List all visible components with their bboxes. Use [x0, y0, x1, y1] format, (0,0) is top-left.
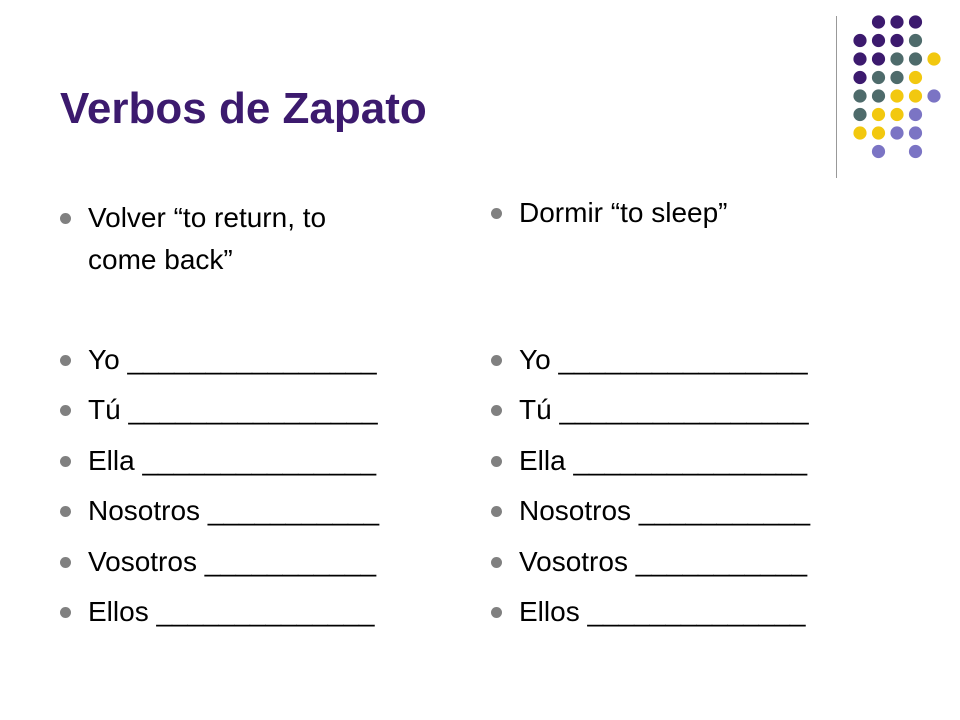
conjugation-line: Ella _______________ [88, 445, 377, 476]
decorative-dot [872, 15, 885, 28]
bullet-icon [60, 607, 71, 618]
decorative-dot [872, 71, 885, 84]
list-item [88, 494, 379, 528]
conjugation-line: Yo ________________ [88, 344, 377, 375]
decorative-dot [853, 108, 866, 121]
conjugation-line: Ellos ______________ [88, 596, 375, 627]
decorative-dot [890, 89, 903, 102]
decorative-dot [890, 15, 903, 28]
bullet-icon [60, 355, 71, 366]
conjugation-line: Tú ________________ [519, 394, 809, 425]
bullet-icon [491, 456, 502, 467]
conjugation-line: Vosotros ___________ [519, 546, 808, 577]
conjugation-line: Yo ________________ [519, 344, 808, 375]
list-item [519, 494, 810, 528]
list-item [88, 444, 376, 478]
bullet-icon [491, 208, 502, 219]
list-item [519, 595, 805, 629]
list-item [519, 393, 809, 427]
conjugation-line: Tú ________________ [88, 394, 378, 425]
decorative-dot [890, 52, 903, 65]
conjugation-line: Vosotros ___________ [88, 546, 377, 577]
conjugation-line: Ellos ______________ [519, 596, 806, 627]
conjugation-line: Nosotros ___________ [519, 495, 811, 526]
list-item [519, 545, 807, 579]
bullet-icon [60, 506, 71, 517]
decorative-dot [853, 34, 866, 47]
bullet-icon [60, 213, 71, 224]
decorative-dot [853, 52, 866, 65]
decorative-dot [853, 126, 866, 139]
decorative-dot [872, 108, 885, 121]
list-item-verb-heading-cont [88, 243, 233, 277]
decorative-dot [909, 108, 922, 121]
conjugation-line: Nosotros ___________ [88, 495, 380, 526]
list-item [88, 393, 378, 427]
decorative-dot [909, 71, 922, 84]
verb-heading: Dormir “to sleep” [519, 197, 728, 228]
bullet-icon [491, 557, 502, 568]
decorative-dot [909, 52, 922, 65]
decorative-dot [909, 34, 922, 47]
decorative-dot [872, 126, 885, 139]
list-item [88, 595, 374, 629]
bullet-icon [60, 456, 71, 467]
decorative-dot [853, 71, 866, 84]
bullet-icon [491, 405, 502, 416]
list-item [519, 444, 807, 478]
list-item [519, 343, 808, 377]
bullet-icon [60, 405, 71, 416]
decorative-dot [872, 145, 885, 158]
bullet-icon [491, 506, 502, 517]
decorative-dot [890, 126, 903, 139]
bullet-icon [491, 355, 502, 366]
verb-heading-line1: Volver “to return, to [88, 202, 327, 233]
decorative-dot [909, 145, 922, 158]
decorative-dot [927, 52, 940, 65]
slide-title: Verbos de Zapato [60, 84, 427, 133]
decorative-dot [890, 108, 903, 121]
list-item [88, 343, 377, 377]
conjugation-line: Ella _______________ [519, 445, 808, 476]
verb-heading-line2: come back” [88, 244, 233, 275]
decorative-dot [909, 126, 922, 139]
decorative-dot [890, 34, 903, 47]
list-item-verb-heading [519, 196, 727, 230]
decorative-divider [836, 16, 837, 178]
decorative-dot [853, 89, 866, 102]
decorative-dot [890, 71, 903, 84]
decorative-dot [909, 15, 922, 28]
decorative-dot [872, 89, 885, 102]
bullet-icon [60, 557, 71, 568]
decorative-dot [927, 89, 940, 102]
bullet-icon [491, 607, 502, 618]
decorative-dot [872, 34, 885, 47]
list-item-verb-heading [88, 201, 326, 235]
decorative-dot [909, 89, 922, 102]
decorative-dot [872, 52, 885, 65]
list-item [88, 545, 376, 579]
